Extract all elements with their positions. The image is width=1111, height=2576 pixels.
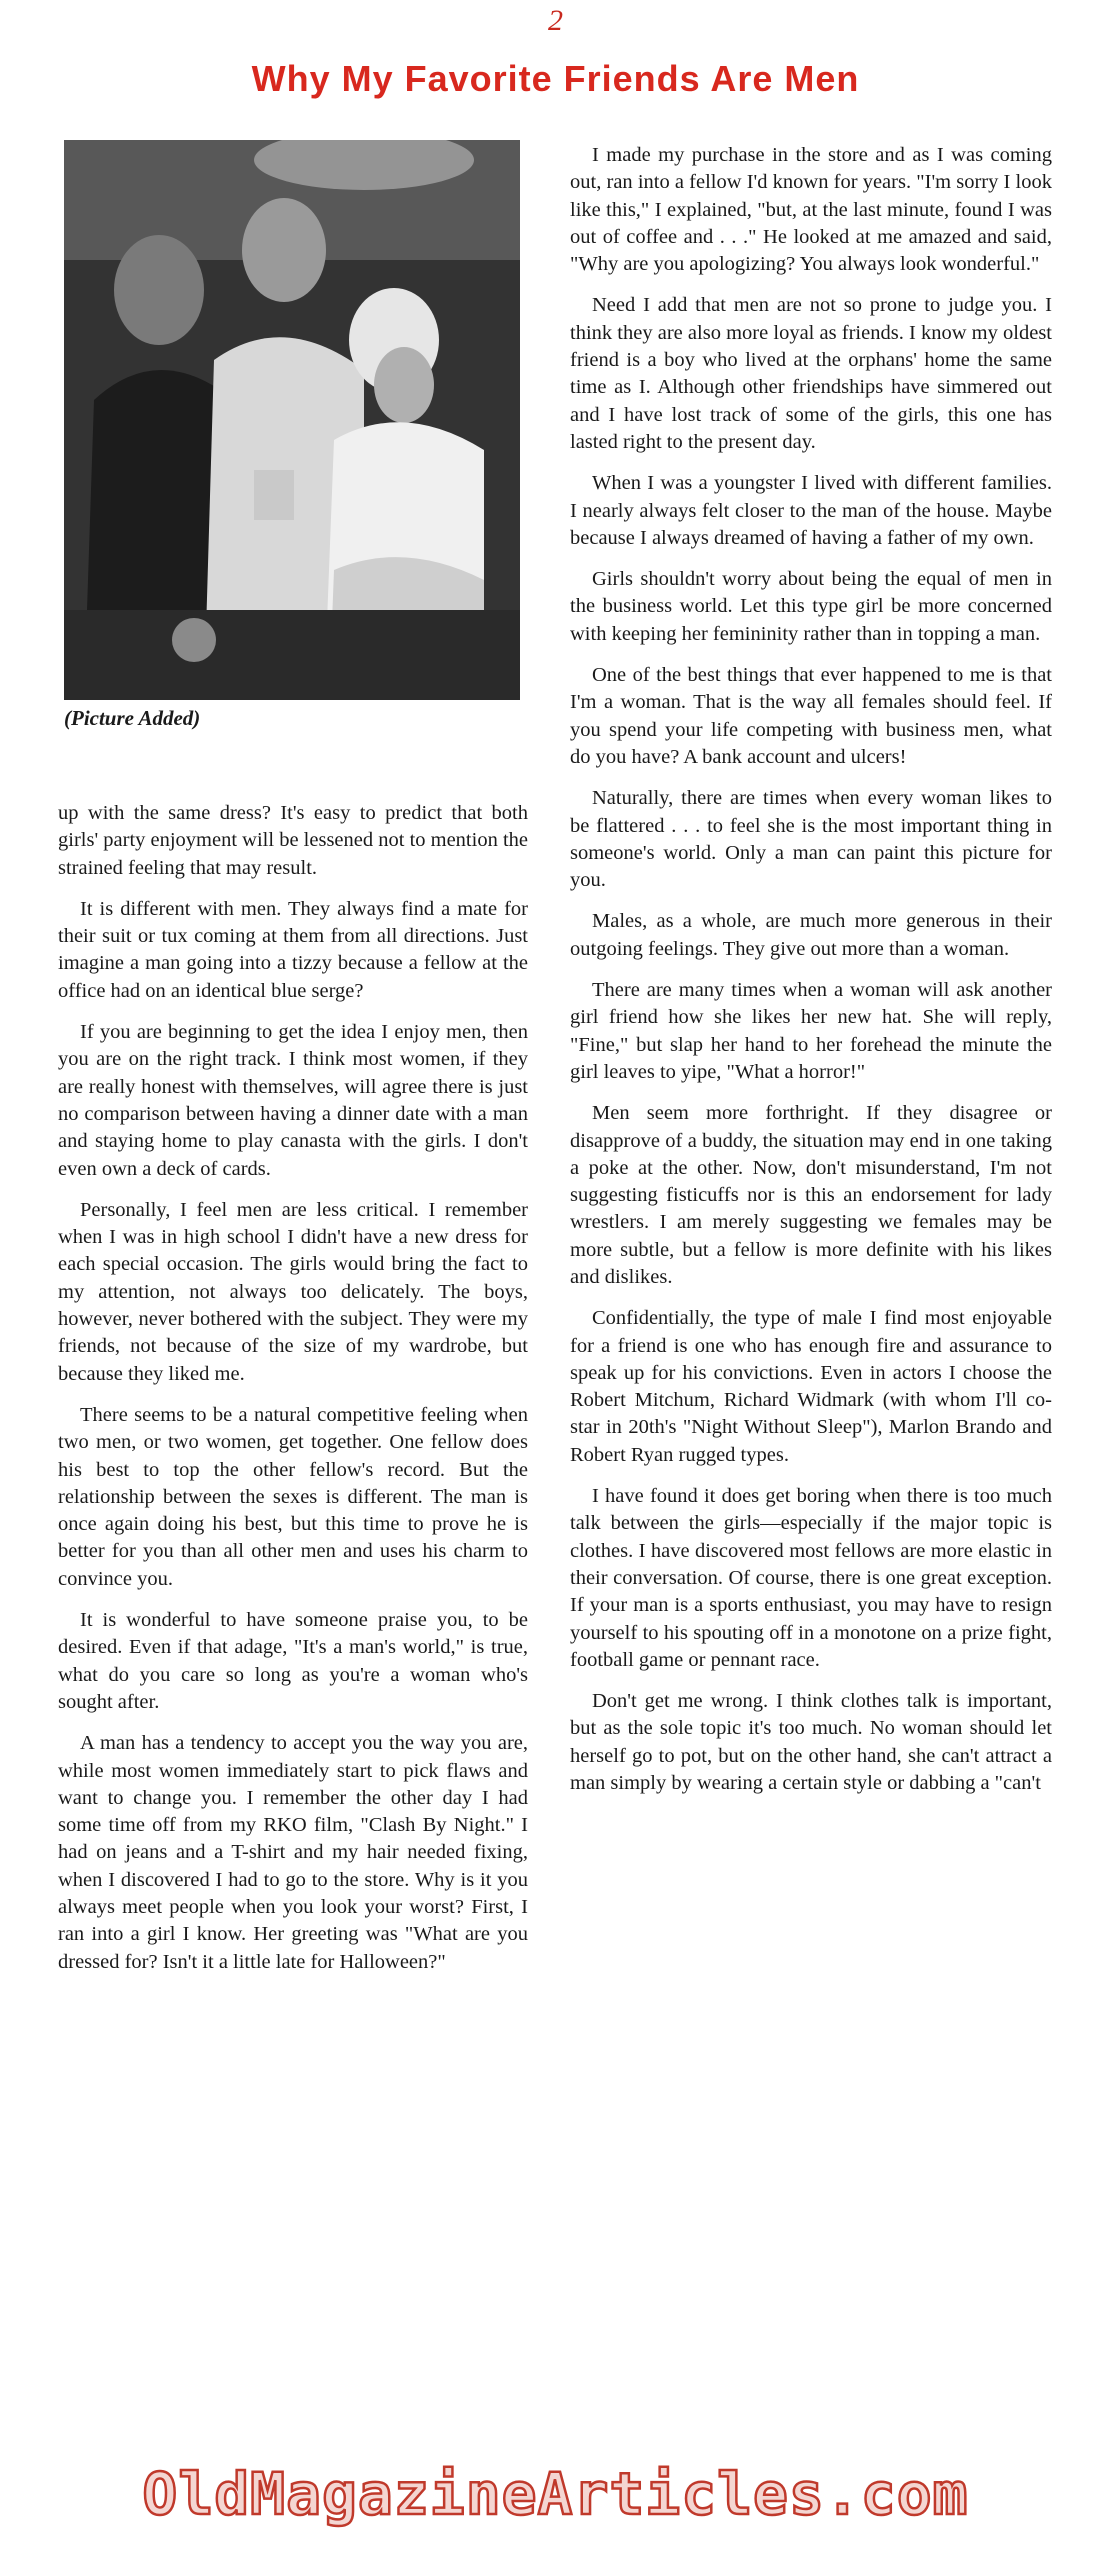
- left-paragraph: It is wonderful to have someone praise you, to be desired. Even if that adage, "It's a man's world," is true, what do you care so long as you're a woman who's sought after.: [58, 1609, 528, 1713]
- right-paragraph: Naturally, there are times when every woman likes to be flattered . . . to feel she is the most important thing in someone's world. Only a man can paint this picture for you.: [570, 787, 1052, 892]
- right-paragraph: Men seem more forthright. If they disagree or disapprove of a buddy, the situation may end in one taking a poke at the other. Now, don't misunderstand, I'm not suggesting fisticuffs nor is this an endorsement for lady wrestlers. I am merely suggesting we females may be more subtle, but a fellow is more definite with his likes and dislikes.: [570, 1102, 1052, 1288]
- left-paragraph: If you are beginning to get the idea I enjoy men, then you are on the right track. I think most women, if they are really honest with themselves, will agree there is just no comparison between having a dinner date with a man and staying home to play canasta with the girls. I don't even own a deck of cards.: [58, 1021, 528, 1180]
- article-title: Why My Favorite Friends Are Men: [251, 58, 860, 99]
- left-paragraph: A man has a tendency to accept you the way you are, while most women immediately start to pick flaws and want to change you. I remember the other day I had some time off from my RKO film, "Clash By Night." I had on jeans and a T-shirt and my hair needed fixing, when I discovered I had to go to the store. Why is it you always meet people when you look your worst? First, I ran into a girl I know. Her greeting was "What are you dressed for? Isn't it a little late for Halloween?": [58, 1732, 528, 1973]
- right-paragraph: Don't get me wrong. I think clothes talk is important, but as the sole topic it's too much. No woman should let herself go to pot, but on the other hand, she can't attract a man simply by wearing a certain style or dabbing a "can't: [570, 1690, 1052, 1795]
- right-paragraph: I made my purchase in the store and as I was coming out, ran into a fellow I'd known for years. "I'm sorry I look like this," I explained, "but, at the last minute, found I was out of coffee and . . ." He looked at me amazed and said, "Why are you apologizing? You always look wonderful.": [570, 144, 1052, 276]
- left-paragraph: up with the same dress? It's easy to predict that both girls' party enjoyment will be lessened not to mention the strained feeling that may result.: [58, 802, 528, 879]
- article-photo: [64, 140, 520, 700]
- right-paragraph: I have found it does get boring when there is too much talk between the girls—especially if the major topic is clothes. I have discovered most fellows are more elastic in their conversation. Of course, there is one great exception. If your man is a sports enthusiast, you may have to resign yourself to his spouting off in a monotone on a prize fight, football game or pennant race.: [570, 1485, 1052, 1671]
- right-paragraph: One of the best things that ever happened to me is that I'm a woman. That is the way all females should feel. If you spend your life competing with business men, what do you have? A bank account and ulcers!: [570, 664, 1052, 768]
- right-column: [570, 142, 1052, 2412]
- page-number: 2: [548, 4, 563, 37]
- right-paragraph: Need I add that men are not so prone to judge you. I think they are also more loyal as friends. I know my oldest friend is a boy who lived at the orphans' home the same time as I. Although other friendships have simmered out and I have lost track of some of the girls, this one has lasted right to the present day.: [570, 294, 1052, 453]
- photo-illustration: [64, 140, 520, 700]
- right-paragraph: Confidentially, the type of male I find most enjoyable for a friend is one who has enough fire and assurance to speak up for his convictions. Even in actors I choose the Robert Mitchum, Richard Widmark (with whom I'll co-star in 20th's "Night Without Sleep"), Marlon Brando and Robert Ryan rugged types.: [570, 1307, 1052, 1466]
- photo-caption: (Picture Added): [64, 706, 201, 730]
- left-column: [58, 800, 528, 2410]
- right-paragraph: Males, as a whole, are much more generous in their outgoing feelings. They give out more than a woman.: [570, 910, 1052, 960]
- right-paragraph: Girls shouldn't worry about being the equal of men in the business world. Let this type girl be more concerned with keeping her femininity rather than in topping a man.: [570, 568, 1052, 645]
- site-logo[interactable]: OldMagazineArticles.com: [142, 2460, 969, 2528]
- right-paragraph: When I was a youngster I lived with different families. I nearly always felt closer to the man of the house. Maybe because I always dreamed of having a father of my own.: [570, 472, 1052, 549]
- left-paragraph: Personally, I feel men are less critical. I remember when I was in high school I didn't have a new dress for each special occasion. The girls would bring the fact to my attention, not always too delicately. The boys, however, never bothered with the subject. They were my friends, not because of the size of my wardrobe, but because they liked me.: [58, 1198, 528, 1385]
- left-paragraph: There seems to be a natural competitive feeling when two men, or two women, get together. One fellow does his best to top the other fellow's record. But the relationship between the sexes is different. The man is once again doing his best, but this time to prove he is better for you than all other men and uses his charm to convince you.: [58, 1403, 528, 1590]
- left-paragraph: It is different with men. They always find a mate for their suit or tux coming at them from all directions. Just imagine a man going into a tizzy because a fellow at the office had on an identical blue serge?: [58, 897, 528, 1002]
- right-paragraph: There are many times when a woman will ask another girl friend how she likes her new hat. She will reply, "Fine," but slap her hand to her forehead the minute the girl leaves to yipe, "What a horror!": [570, 979, 1052, 1083]
